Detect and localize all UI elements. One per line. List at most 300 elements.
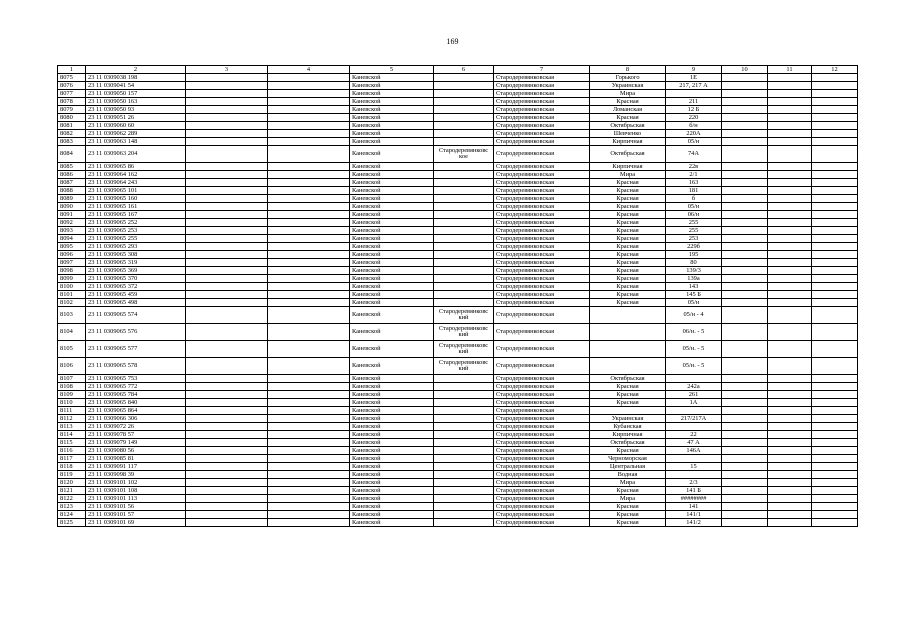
register-table <box>57 65 858 527</box>
cell-empty <box>268 391 350 399</box>
cell-empty <box>722 503 768 511</box>
cell-empty <box>768 187 812 195</box>
cell-empty <box>722 227 768 235</box>
cell-empty <box>186 341 268 358</box>
cell-street: Красная <box>590 283 666 291</box>
table-row <box>58 503 858 511</box>
cell-number: 8118 <box>58 463 86 471</box>
cell-empty <box>768 495 812 503</box>
cell-cadastral-code: 23 11 0309063 204 <box>86 146 186 163</box>
cell-district: Каневской <box>350 187 434 195</box>
cell-number: 8109 <box>58 391 86 399</box>
table-row <box>58 455 858 463</box>
cell-number: 8122 <box>58 495 86 503</box>
cell-empty <box>186 146 268 163</box>
cell-empty <box>812 90 858 98</box>
cell-locality: Стародеревянковская <box>494 495 590 503</box>
cell-locality: Стародеревянковская <box>494 283 590 291</box>
cell-street: Красная <box>590 114 666 122</box>
cell-empty <box>812 503 858 511</box>
cell-house: 74А <box>666 146 722 163</box>
cell-empty <box>722 407 768 415</box>
cell-empty <box>768 163 812 171</box>
table-row <box>58 106 858 114</box>
cell-empty <box>186 187 268 195</box>
cell-district: Каневской <box>350 98 434 106</box>
cell-cadastral-code: 23 11 0309065 319 <box>86 259 186 267</box>
cell-empty <box>722 163 768 171</box>
cell-empty <box>768 447 812 455</box>
cell-empty <box>768 74 812 82</box>
table-row <box>58 375 858 383</box>
cell-empty <box>722 341 768 358</box>
table-row <box>58 399 858 407</box>
cell-number: 8105 <box>58 341 86 358</box>
cell-house: 229б <box>666 243 722 251</box>
cell-cadastral-code: 23 11 0309065 308 <box>86 251 186 259</box>
cell-empty <box>186 211 268 219</box>
cell-street: Красная <box>590 227 666 235</box>
cell-number: 8099 <box>58 275 86 283</box>
cell-settlement <box>434 283 494 291</box>
table-row <box>58 463 858 471</box>
cell-settlement <box>434 82 494 90</box>
cell-district: Каневской <box>350 431 434 439</box>
cell-settlement: Стародеревянковс кий <box>434 358 494 375</box>
cell-empty <box>768 479 812 487</box>
cell-empty <box>186 82 268 90</box>
cell-house: 195 <box>666 251 722 259</box>
cell-empty <box>722 519 768 527</box>
cell-street: Октябрьская <box>590 375 666 383</box>
cell-empty <box>186 219 268 227</box>
cell-empty <box>722 291 768 299</box>
cell-empty <box>268 283 350 291</box>
cell-house: 05/н. - 5 <box>666 341 722 358</box>
cell-locality: Стародеревянковская <box>494 447 590 455</box>
cell-empty <box>722 219 768 227</box>
cell-number: 8116 <box>58 447 86 455</box>
cell-settlement <box>434 243 494 251</box>
cell-street: Водная <box>590 471 666 479</box>
cell-house: 22в <box>666 163 722 171</box>
table-row <box>58 391 858 399</box>
table-row <box>58 90 858 98</box>
cell-district: Каневской <box>350 399 434 407</box>
cell-empty <box>722 324 768 341</box>
cell-street: Красная <box>590 203 666 211</box>
table-row <box>58 235 858 243</box>
cell-empty <box>812 431 858 439</box>
cell-district: Каневской <box>350 114 434 122</box>
cell-empty <box>186 511 268 519</box>
cell-settlement <box>434 187 494 195</box>
cell-empty <box>186 439 268 447</box>
cell-house: 143 <box>666 283 722 291</box>
cell-empty <box>812 243 858 251</box>
table-row <box>58 171 858 179</box>
cell-empty <box>768 251 812 259</box>
cell-settlement <box>434 163 494 171</box>
cell-empty <box>812 471 858 479</box>
cell-district: Каневской <box>350 291 434 299</box>
cell-empty <box>268 74 350 82</box>
cell-empty <box>722 283 768 291</box>
cell-cadastral-code: 23 11 0309072 26 <box>86 423 186 431</box>
cell-empty <box>768 283 812 291</box>
cell-empty <box>768 106 812 114</box>
cell-settlement <box>434 299 494 307</box>
cell-settlement <box>434 375 494 383</box>
cell-empty <box>186 267 268 275</box>
cell-empty <box>722 82 768 90</box>
cell-number: 8123 <box>58 503 86 511</box>
cell-empty <box>268 463 350 471</box>
cell-locality: Стародеревянковская <box>494 511 590 519</box>
cell-cadastral-code: 23 11 0309065 840 <box>86 399 186 407</box>
cell-empty <box>268 358 350 375</box>
cell-empty <box>768 307 812 324</box>
cell-street: Красная <box>590 98 666 106</box>
cell-locality: Стародеревянковская <box>494 439 590 447</box>
cell-house <box>666 423 722 431</box>
cell-empty <box>268 235 350 243</box>
cell-street: Красная <box>590 391 666 399</box>
cell-empty <box>722 106 768 114</box>
cell-empty <box>812 391 858 399</box>
cell-locality: Стародеревянковская <box>494 267 590 275</box>
cell-empty <box>268 138 350 146</box>
cell-empty <box>768 243 812 251</box>
cell-locality: Стародеревянковская <box>494 98 590 106</box>
cell-district: Каневской <box>350 106 434 114</box>
cell-empty <box>722 375 768 383</box>
table-row <box>58 341 858 358</box>
cell-empty <box>812 358 858 375</box>
cell-district: Каневской <box>350 299 434 307</box>
cell-house: 255 <box>666 227 722 235</box>
cell-number: 8091 <box>58 211 86 219</box>
cell-empty <box>812 219 858 227</box>
table-row <box>58 74 858 82</box>
cell-street: Мира <box>590 90 666 98</box>
cell-settlement <box>434 455 494 463</box>
cell-number: 8125 <box>58 519 86 527</box>
col-header: 10 <box>722 66 768 74</box>
cell-locality: Стародеревянковская <box>494 82 590 90</box>
cell-empty <box>186 358 268 375</box>
cell-empty <box>768 267 812 275</box>
cell-locality: Стародеревянковская <box>494 487 590 495</box>
table-row <box>58 122 858 130</box>
cell-empty <box>268 146 350 163</box>
cell-cadastral-code: 23 11 0309060 60 <box>86 122 186 130</box>
cell-street: Красная <box>590 399 666 407</box>
cell-locality: Стародеревянковская <box>494 299 590 307</box>
cell-empty <box>268 267 350 275</box>
cell-street: Центральная <box>590 463 666 471</box>
cell-empty <box>768 455 812 463</box>
cell-empty <box>722 98 768 106</box>
cell-empty <box>268 171 350 179</box>
cell-street <box>590 307 666 324</box>
cell-house: 06/н. - 5 <box>666 324 722 341</box>
cell-empty <box>812 187 858 195</box>
cell-number: 8092 <box>58 219 86 227</box>
cell-street: Красная <box>590 251 666 259</box>
cell-settlement <box>434 471 494 479</box>
cell-cadastral-code: 23 11 0309065 86 <box>86 163 186 171</box>
cell-cadastral-code: 23 11 0309041 54 <box>86 82 186 90</box>
cell-settlement <box>434 211 494 219</box>
cell-empty <box>268 106 350 114</box>
cell-settlement <box>434 138 494 146</box>
cell-empty <box>768 171 812 179</box>
cell-empty <box>722 383 768 391</box>
cell-empty <box>722 391 768 399</box>
cell-number: 8113 <box>58 423 86 431</box>
cell-settlement <box>434 130 494 138</box>
cell-empty <box>722 211 768 219</box>
cell-cadastral-code: 23 11 0309050 93 <box>86 106 186 114</box>
cell-cadastral-code: 23 11 0309078 57 <box>86 431 186 439</box>
table-row <box>58 299 858 307</box>
cell-number: 8119 <box>58 471 86 479</box>
cell-district: Каневской <box>350 439 434 447</box>
cell-street <box>590 341 666 358</box>
cell-cadastral-code: 23 11 0309065 252 <box>86 219 186 227</box>
cell-empty <box>812 138 858 146</box>
cell-cadastral-code: 23 11 0309101 69 <box>86 519 186 527</box>
cell-locality: Стародеревянковская <box>494 431 590 439</box>
cell-empty <box>268 243 350 251</box>
cell-district: Каневской <box>350 227 434 235</box>
cell-street: Ломанская <box>590 106 666 114</box>
cell-empty <box>812 463 858 471</box>
cell-empty <box>268 203 350 211</box>
cell-street: Октябрьская <box>590 439 666 447</box>
cell-number: 8101 <box>58 291 86 299</box>
cell-street: Красная <box>590 219 666 227</box>
cell-empty <box>768 122 812 130</box>
cell-house: 05/н <box>666 203 722 211</box>
cell-street <box>590 324 666 341</box>
cell-empty <box>768 227 812 235</box>
cell-number: 8124 <box>58 511 86 519</box>
cell-district: Каневской <box>350 130 434 138</box>
cell-empty <box>186 291 268 299</box>
cell-empty <box>722 90 768 98</box>
cell-house: 139/3 <box>666 267 722 275</box>
cell-street: Октябрьская <box>590 146 666 163</box>
cell-house: б/н <box>666 122 722 130</box>
cell-street: Мира <box>590 495 666 503</box>
cell-number: 8120 <box>58 479 86 487</box>
cell-empty <box>768 423 812 431</box>
cell-empty <box>722 259 768 267</box>
cell-locality: Стародеревянковская <box>494 291 590 299</box>
cell-settlement: Стародеревянковс кий <box>434 324 494 341</box>
col-header: 5 <box>350 66 434 74</box>
cell-house: 1А <box>666 399 722 407</box>
cell-street: Кирпичная <box>590 431 666 439</box>
table-row <box>58 431 858 439</box>
cell-empty <box>722 251 768 259</box>
cell-cadastral-code: 23 11 0309085 81 <box>86 455 186 463</box>
cell-cadastral-code: 23 11 0309065 772 <box>86 383 186 391</box>
cell-number: 8112 <box>58 415 86 423</box>
cell-empty <box>812 179 858 187</box>
cell-empty <box>768 358 812 375</box>
cell-empty <box>186 259 268 267</box>
table-row <box>58 203 858 211</box>
table-row <box>58 439 858 447</box>
cell-empty <box>268 431 350 439</box>
cell-settlement <box>434 251 494 259</box>
cell-district: Каневской <box>350 307 434 324</box>
cell-settlement <box>434 74 494 82</box>
col-header: 4 <box>268 66 350 74</box>
cell-empty <box>268 415 350 423</box>
cell-district: Каневской <box>350 358 434 375</box>
cell-street: Черноморская <box>590 455 666 463</box>
cell-district: Каневской <box>350 423 434 431</box>
cell-empty <box>186 519 268 527</box>
cell-empty <box>268 447 350 455</box>
cell-cadastral-code: 23 11 0309065 255 <box>86 235 186 243</box>
cell-locality: Стародеревянковская <box>494 415 590 423</box>
cell-empty <box>768 90 812 98</box>
cell-house: 141/2 <box>666 519 722 527</box>
cell-number: 8082 <box>58 130 86 138</box>
cell-empty <box>768 235 812 243</box>
cell-number: 8085 <box>58 163 86 171</box>
cell-empty <box>186 399 268 407</box>
cell-settlement <box>434 487 494 495</box>
cell-empty <box>812 98 858 106</box>
cell-empty <box>812 211 858 219</box>
table-row <box>58 211 858 219</box>
cell-empty <box>768 203 812 211</box>
cell-house: 05/н - 4 <box>666 307 722 324</box>
cell-settlement <box>434 227 494 235</box>
col-header: 12 <box>812 66 858 74</box>
cell-house: 141/1 <box>666 511 722 519</box>
table-row <box>58 324 858 341</box>
cell-locality: Стародеревянковская <box>494 479 590 487</box>
cell-empty <box>812 267 858 275</box>
cell-empty <box>268 455 350 463</box>
cell-empty <box>186 283 268 291</box>
cell-empty <box>722 455 768 463</box>
cell-number: 8121 <box>58 487 86 495</box>
cell-number: 8094 <box>58 235 86 243</box>
cell-empty <box>768 130 812 138</box>
cell-street: Украинская <box>590 82 666 90</box>
cell-house: 261 <box>666 391 722 399</box>
cell-street: Красная <box>590 519 666 527</box>
cell-district: Каневской <box>350 138 434 146</box>
cell-empty <box>722 487 768 495</box>
cell-settlement <box>434 235 494 243</box>
cell-empty <box>186 407 268 415</box>
cell-empty <box>722 195 768 203</box>
table-row <box>58 291 858 299</box>
cell-district: Каневской <box>350 407 434 415</box>
cell-number: 8106 <box>58 358 86 375</box>
cell-settlement <box>434 114 494 122</box>
cell-empty <box>722 179 768 187</box>
cell-locality: Стародеревянковская <box>494 106 590 114</box>
cell-street: Мира <box>590 171 666 179</box>
cell-empty <box>268 219 350 227</box>
cell-empty <box>268 299 350 307</box>
cell-district: Каневской <box>350 146 434 163</box>
cell-house: 2/3 <box>666 479 722 487</box>
cell-cadastral-code: 23 11 0309098 39 <box>86 471 186 479</box>
cell-cadastral-code: 23 11 0309064 243 <box>86 179 186 187</box>
cell-cadastral-code: 23 11 0309065 253 <box>86 227 186 235</box>
table-row <box>58 130 858 138</box>
cell-empty <box>812 106 858 114</box>
cell-empty <box>768 439 812 447</box>
cell-empty <box>722 511 768 519</box>
cell-empty <box>186 235 268 243</box>
cell-empty <box>186 275 268 283</box>
cell-empty <box>268 90 350 98</box>
cell-empty <box>812 74 858 82</box>
cell-empty <box>186 503 268 511</box>
cell-street: Красная <box>590 211 666 219</box>
cell-empty <box>186 138 268 146</box>
cell-empty <box>268 98 350 106</box>
cell-district: Каневской <box>350 82 434 90</box>
table-row <box>58 243 858 251</box>
cell-cadastral-code: 23 11 0309065 369 <box>86 267 186 275</box>
cell-district: Каневской <box>350 324 434 341</box>
cell-empty <box>768 487 812 495</box>
cell-house: 253 <box>666 235 722 243</box>
cell-empty <box>722 439 768 447</box>
cell-empty <box>812 291 858 299</box>
cell-settlement <box>434 423 494 431</box>
cell-house: 05/н <box>666 138 722 146</box>
cell-empty <box>186 495 268 503</box>
cell-district: Каневской <box>350 251 434 259</box>
cell-district: Каневской <box>350 219 434 227</box>
cell-district: Каневской <box>350 375 434 383</box>
cell-number: 8076 <box>58 82 86 90</box>
cell-empty <box>768 399 812 407</box>
cell-locality: Стародеревянковская <box>494 324 590 341</box>
cell-number: 8115 <box>58 439 86 447</box>
cell-cadastral-code: 23 11 0309065 101 <box>86 187 186 195</box>
cell-empty <box>812 163 858 171</box>
cell-settlement <box>434 391 494 399</box>
cell-settlement <box>434 415 494 423</box>
cell-empty <box>186 98 268 106</box>
cell-empty <box>768 341 812 358</box>
cell-settlement <box>434 431 494 439</box>
cell-empty <box>768 375 812 383</box>
cell-empty <box>812 407 858 415</box>
table-row <box>58 82 858 90</box>
cell-house: 80 <box>666 259 722 267</box>
table-row <box>58 479 858 487</box>
cell-empty <box>268 251 350 259</box>
cell-house <box>666 375 722 383</box>
cell-cadastral-code: 23 11 0309063 148 <box>86 138 186 146</box>
